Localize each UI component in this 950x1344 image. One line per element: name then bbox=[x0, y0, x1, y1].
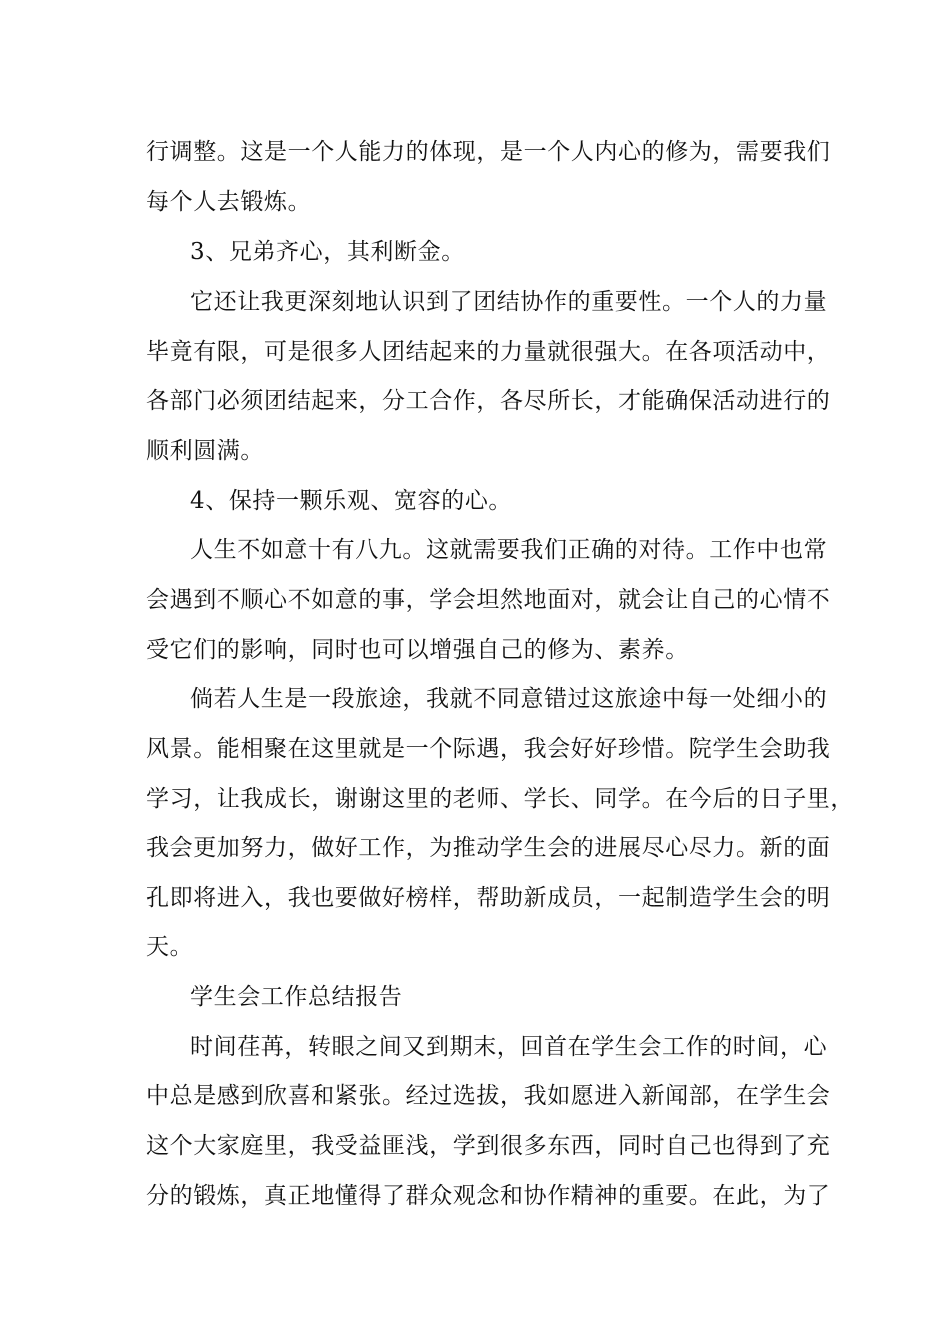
text-line: 受它们的影响，同时也可以增强自己的修为、素养。 bbox=[146, 637, 689, 663]
text-line: 我会更加努力，做好工作，为推动学生会的进展尽心尽力。新的面 bbox=[146, 835, 831, 861]
text-line: 每个人去锻炼。 bbox=[146, 189, 312, 215]
document-subtitle: 学生会工作总结报告 bbox=[190, 984, 403, 1010]
text-line: 学习，让我成长，谢谢这里的老师、学长、同学。在今后的日子里， bbox=[146, 786, 854, 812]
text-line: 倘若人生是一段旅途，我就不同意错过这旅途中每一处细小的 bbox=[190, 686, 828, 712]
text-line: 它还让我更深刻地认识到了团结协作的重要性。一个人的力量 bbox=[190, 289, 828, 315]
text-line: 中总是感到欣喜和紧张。经过选拔，我如愿进入新闻部，在学生会 bbox=[146, 1083, 831, 1109]
text-line: 行调整。这是一个人能力的体现，是一个人内心的修为，需要我们 bbox=[146, 139, 831, 165]
text-line: 毕竟有限，可是很多人团结起来的力量就很强大。在各项活动中， bbox=[146, 339, 831, 365]
text-line: 风景。能相聚在这里就是一个际遇，我会好好珍惜。院学生会助我 bbox=[146, 736, 831, 762]
text-line: 分的锻炼，真正地懂得了群众观念和协作精神的重要。在此，为了 bbox=[146, 1183, 831, 1209]
text-line: 人生不如意十有八九。这就需要我们正确的对待。工作中也常 bbox=[190, 537, 828, 563]
text-line: 顺利圆满。 bbox=[146, 438, 264, 464]
text-line: 孔即将进入，我也要做好榜样，帮助新成员，一起制造学生会的明 bbox=[146, 885, 831, 911]
text-line: 会遇到不顺心不如意的事，学会坦然地面对，就会让自己的心情不 bbox=[146, 587, 831, 613]
text-line: 天。 bbox=[146, 934, 194, 960]
text-line: 各部门必须团结起来，分工合作，各尽所长，才能确保活动进行的 bbox=[146, 388, 831, 414]
section-heading: 4、保持一颗乐观、宽容的心。 bbox=[190, 488, 513, 514]
section-heading: 3、兄弟齐心，其利断金。 bbox=[190, 239, 465, 265]
text-line: 这个大家庭里，我受益匪浅，学到很多东西，同时自己也得到了充 bbox=[146, 1133, 831, 1159]
text-line: 时间荏苒，转眼之间又到期末，回首在学生会工作的时间，心 bbox=[190, 1034, 828, 1060]
